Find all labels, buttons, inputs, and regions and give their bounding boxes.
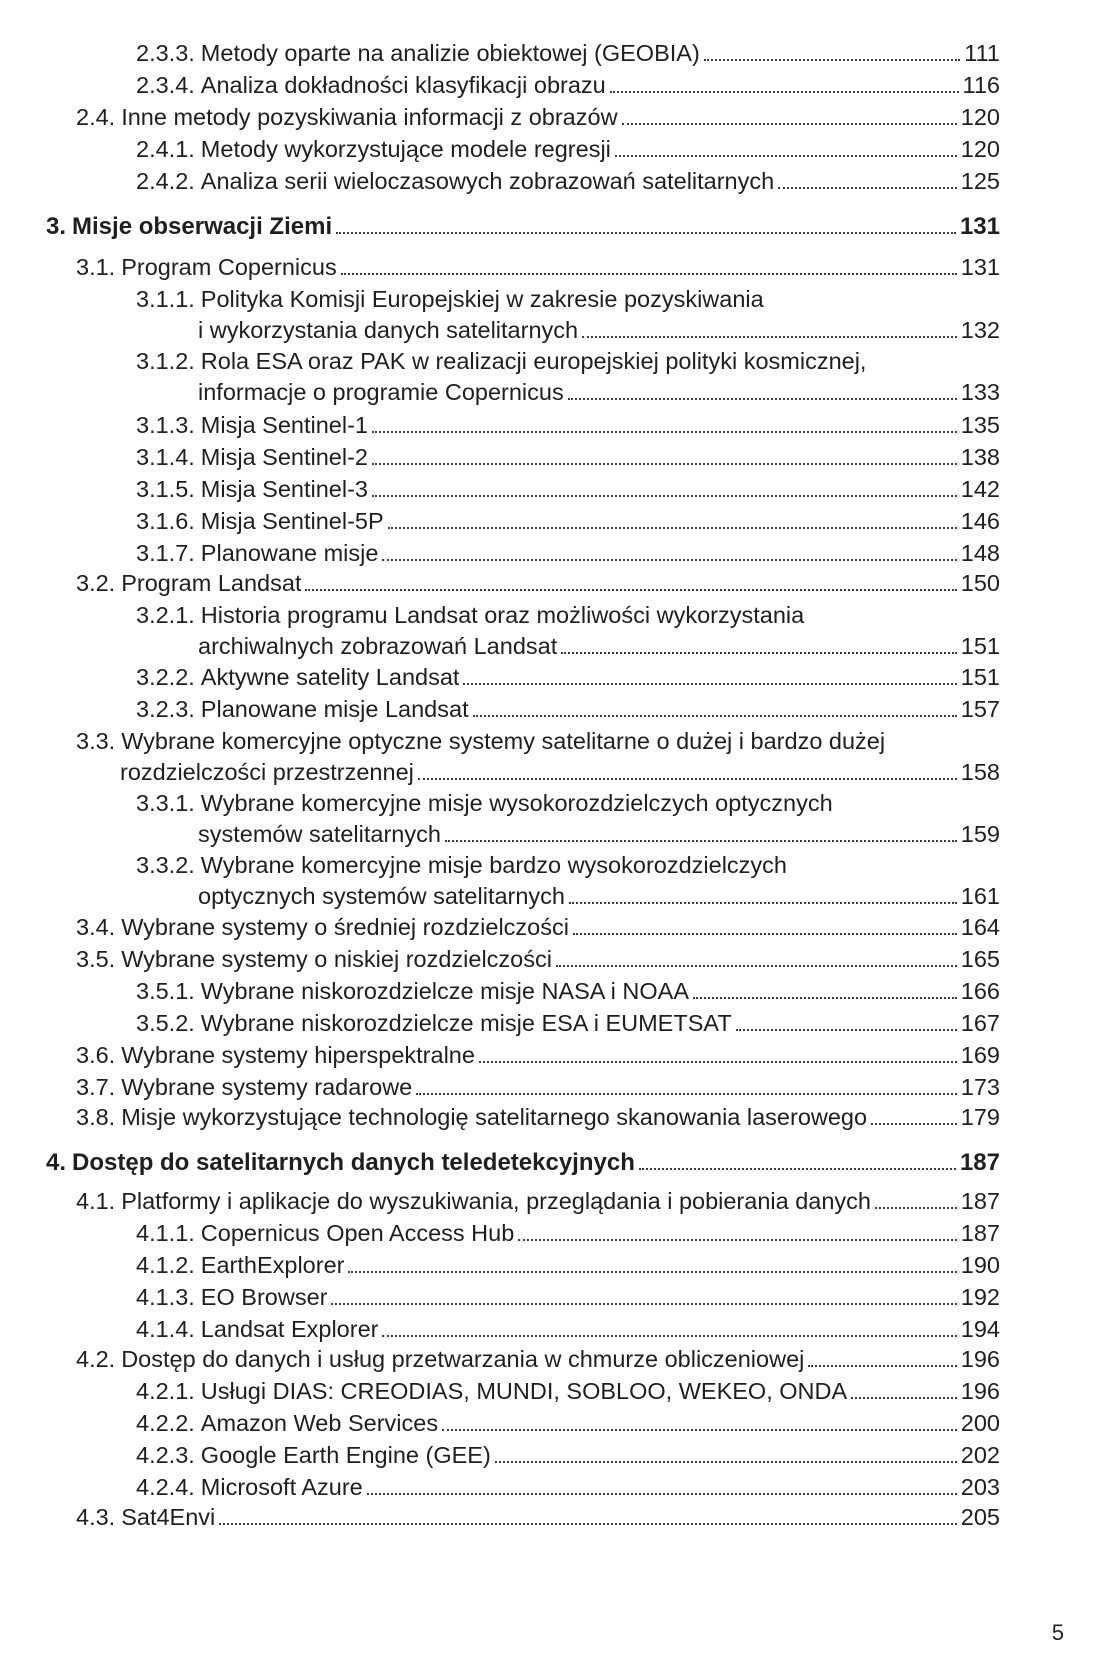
toc-entry-title: Dostęp do satelitarnych danych teledetekcyjnych	[72, 1149, 635, 1176]
dot-leader	[610, 91, 959, 93]
dot-leader	[372, 495, 957, 497]
toc-entry-number: 3.5.1.	[136, 978, 195, 1004]
toc-entry-title: Misja Sentinel-3	[200, 476, 368, 502]
toc-entry[interactable]	[136, 38, 1000, 68]
toc-entry-number: 3.2.3.	[136, 696, 195, 722]
toc-entry-number: 4.	[46, 1149, 67, 1176]
toc-entry-page: 157	[960, 696, 1000, 722]
dot-leader	[416, 1093, 957, 1095]
toc-entry-page: 138	[960, 444, 1000, 470]
toc-entry[interactable]	[76, 1102, 1000, 1132]
toc-entry-title: Wybrane niskorozdzielcze misje ESA i EUMETSAT	[200, 1010, 732, 1036]
page-number: 5	[1051, 1620, 1064, 1645]
toc-entry-title: Misje obserwacji Ziemi	[72, 213, 333, 240]
toc-entry-number: 3.1.7.	[136, 540, 195, 566]
dot-leader	[331, 1303, 956, 1305]
toc-entry[interactable]	[76, 726, 885, 756]
dot-leader	[463, 683, 956, 685]
toc-entry-page: 164	[960, 914, 1000, 940]
toc-entry-title: Planowane misje Landsat	[200, 696, 469, 722]
toc-entry-title: Sat4Envi	[121, 1504, 216, 1530]
toc-entry-title: rozdzielczości przestrzennej	[120, 759, 414, 785]
dot-leader	[388, 527, 957, 529]
toc-entry-title: Wybrane systemy hiperspektralne	[121, 1042, 475, 1068]
toc-entry-number: 4.2.2.	[136, 1410, 195, 1436]
dot-leader	[582, 336, 957, 338]
toc-entry[interactable]	[136, 166, 1000, 196]
toc-entry[interactable]	[136, 1408, 1000, 1438]
toc-entry[interactable]	[136, 1314, 1000, 1344]
toc-entry-title: Wybrane niskorozdzielcze misje NASA i NOAA	[200, 978, 690, 1004]
toc-entry-number: 4.1.2.	[136, 1252, 195, 1278]
dot-leader	[704, 59, 960, 61]
toc-entry-page: 169	[960, 1042, 1000, 1068]
toc-entry-page: 173	[960, 1074, 1000, 1100]
toc-entry-number: 2.3.3.	[136, 40, 195, 66]
toc-entry-number: 3.5.2.	[136, 1010, 195, 1036]
dot-leader	[871, 1123, 957, 1125]
toc-entry-title: Wybrane komercyjne misje wysokorozdzielczych optycznych	[200, 790, 833, 816]
toc-entry-title: Wybrane systemy o niskiej rozdzielczości	[121, 946, 552, 972]
toc-entry-title: Google Earth Engine (GEE)	[200, 1442, 491, 1468]
toc-entry-title: Landsat Explorer	[200, 1316, 379, 1342]
toc-entry-page: 131	[960, 254, 1000, 280]
dot-leader	[367, 1493, 957, 1495]
toc-entry-page: 179	[960, 1104, 1000, 1130]
toc-entry-title: systemów satelitarnych	[198, 821, 441, 847]
toc-entry-continuation[interactable]	[198, 631, 1000, 661]
toc-entry-page: 205	[960, 1504, 1000, 1530]
toc-entry[interactable]	[136, 1376, 1000, 1406]
toc-entry-page: 111	[964, 40, 1000, 66]
toc-entry-title: Misje wykorzystujące technologię satelitarnego skanowania laserowego	[121, 1104, 868, 1130]
toc-entry-title: Planowane misje	[200, 540, 379, 566]
dot-leader	[445, 840, 957, 842]
toc-entry[interactable]	[76, 912, 1000, 942]
toc-entry-continuation[interactable]	[120, 757, 1000, 787]
dot-leader	[875, 1207, 957, 1209]
toc-entry-number: 3.1.5.	[136, 476, 195, 502]
toc-entry-number: 4.2.1.	[136, 1378, 195, 1404]
toc-entry-title: Inne metody pozyskiwania informacji z obrazów	[121, 104, 618, 130]
toc-entry-title: Analiza serii wieloczasowych zobrazowań satelitarnych	[200, 168, 775, 194]
toc-entry-number: 3.2.2.	[136, 664, 195, 690]
toc-entry-number: 4.2.4.	[136, 1474, 195, 1500]
dot-leader	[736, 1029, 957, 1031]
toc-entry[interactable]	[76, 1502, 1000, 1532]
toc-entry-title: Platformy i aplikacje do wyszukiwania, przeglądania i pobierania danych	[121, 1188, 871, 1214]
toc-entry-page: 158	[960, 759, 1000, 785]
toc-entry-title: Usługi DIAS: CREODIAS, MUNDI, SOBLOO, WEKEO, ONDA	[200, 1378, 848, 1404]
toc-entry-number: 2.4.1.	[136, 136, 195, 162]
dot-leader	[778, 187, 957, 189]
dot-leader	[556, 965, 957, 967]
toc-entry-page: 131	[959, 213, 1000, 240]
toc-entry-page: 190	[960, 1252, 1000, 1278]
toc-entry-page: 203	[960, 1474, 1000, 1500]
toc-entry[interactable]	[136, 1282, 1000, 1312]
toc-entry[interactable]	[76, 252, 1000, 282]
toc-entry[interactable]	[136, 70, 1000, 100]
toc-entry[interactable]	[136, 442, 1000, 472]
toc-entry-title: Misja Sentinel-1	[200, 412, 368, 438]
toc-entry-number: 4.1.4.	[136, 1316, 195, 1342]
dot-leader	[568, 398, 957, 400]
dot-leader	[693, 997, 957, 999]
dot-leader	[219, 1523, 957, 1525]
toc-entry-page: 192	[960, 1284, 1000, 1310]
toc-entry-number: 4.1.	[76, 1188, 116, 1214]
toc-entry-title: Misja Sentinel-5P	[200, 508, 384, 534]
toc-entry-number: 3.1.2.	[136, 348, 195, 374]
toc-entry[interactable]	[136, 506, 1000, 536]
dot-leader	[569, 902, 957, 904]
toc-entry-title: Metody oparte na analizie obiektowej (GEOBIA)	[200, 40, 700, 66]
toc-entry-page: 120	[960, 136, 1000, 162]
dot-leader	[851, 1397, 957, 1399]
toc-entry-title: Rola ESA oraz PAK w realizacji europejskiej polityki kosmicznej,	[200, 348, 867, 374]
toc-entry-page: 120	[960, 104, 1000, 130]
toc-entry-page: 159	[960, 821, 1000, 847]
toc-entry[interactable]	[136, 662, 1000, 692]
toc-entry-number: 3.3.2.	[136, 852, 195, 878]
toc-entry-number: 3.7.	[76, 1074, 116, 1100]
toc-entry-title: Amazon Web Services	[200, 1410, 439, 1436]
toc-entry-page: 161	[960, 883, 1000, 909]
toc-entry-number: 2.4.	[76, 104, 116, 130]
toc-entry[interactable]	[136, 346, 866, 376]
toc-entry-title: Wybrane systemy o średniej rozdzielczości	[121, 914, 569, 940]
toc-entry-page: 125	[960, 168, 1000, 194]
toc-entry-page: 202	[960, 1442, 1000, 1468]
toc-entry[interactable]	[76, 1040, 1000, 1070]
toc-entry-page: 132	[960, 317, 1000, 343]
toc-entry[interactable]	[136, 1250, 1000, 1280]
toc-entry-title: Wybrane systemy radarowe	[121, 1074, 413, 1100]
dot-leader	[495, 1461, 957, 1463]
toc-chapter[interactable]	[46, 212, 1000, 242]
toc-entry-page: 151	[960, 633, 1000, 659]
toc-entry-page: 146	[960, 508, 1000, 534]
toc-entry[interactable]	[136, 284, 764, 314]
dot-leader	[336, 232, 956, 234]
toc-entry-page: 187	[960, 1188, 1000, 1214]
toc-entry[interactable]	[136, 600, 804, 630]
toc-entry-number: 4.2.3.	[136, 1442, 195, 1468]
toc-entry-continuation[interactable]	[198, 819, 1000, 849]
toc-entry-title: informacje o programie Copernicus	[198, 379, 564, 405]
dot-leader	[382, 559, 956, 561]
toc-entry-page: 187	[959, 1149, 1000, 1176]
toc-entry-title: Historia programu Landsat oraz możliwości wykorzystania	[200, 602, 805, 628]
toc-entry-number: 3.3.1.	[136, 790, 195, 816]
dot-leader	[341, 273, 957, 275]
toc-entry-title: EarthExplorer	[200, 1252, 345, 1278]
toc-entry-number: 3.1.3.	[136, 412, 195, 438]
dot-leader	[622, 123, 957, 125]
toc-entry[interactable]	[136, 538, 1000, 568]
toc-entry-number: 2.3.4.	[136, 72, 195, 98]
toc-chapter[interactable]	[46, 1148, 1000, 1178]
toc-entry-title: Program Copernicus	[121, 254, 337, 280]
toc-entry-page: 135	[960, 412, 1000, 438]
toc-entry-page: 133	[960, 379, 1000, 405]
toc-entry-page: 187	[960, 1220, 1000, 1246]
toc-entry-title: Copernicus Open Access Hub	[200, 1220, 515, 1246]
toc-entry-title: archiwalnych zobrazowań Landsat	[198, 633, 558, 659]
toc-entry-title: Wybrane komercyjne misje bardzo wysokorozdzielczych	[200, 852, 787, 878]
toc-entry[interactable]	[76, 1186, 1000, 1216]
dot-leader	[442, 1429, 957, 1431]
toc-entry-number: 2.4.2.	[136, 168, 195, 194]
toc-entry-page: 194	[960, 1316, 1000, 1342]
toc-entry-title: optycznych systemów satelitarnych	[198, 883, 566, 909]
toc-entry-number: 3.2.1.	[136, 602, 195, 628]
toc-entry-number: 3.3.	[76, 728, 116, 754]
toc-entry[interactable]	[76, 944, 1000, 974]
toc-entry-title: Wybrane komercyjne optyczne systemy satelitarne o dużej i bardzo dużej	[121, 728, 886, 754]
toc-entry[interactable]	[76, 1072, 1000, 1102]
toc-entry-title: Polityka Komisji Europejskiej w zakresie pozyskiwania	[200, 286, 764, 312]
toc-entry[interactable]	[136, 410, 1000, 440]
toc-entry-page: 116	[962, 72, 1000, 98]
toc-entry-page: 151	[960, 664, 1000, 690]
toc-entry-title: EO Browser	[200, 1284, 328, 1310]
toc-entry-page: 200	[960, 1410, 1000, 1436]
toc-entry-number: 3.2.	[76, 570, 116, 596]
dot-leader	[808, 1365, 956, 1367]
toc-entry-page: 166	[960, 978, 1000, 1004]
toc-entry-title: Metody wykorzystujące modele regresji	[200, 136, 611, 162]
toc-entry[interactable]	[136, 134, 1000, 164]
toc-entry-number: 3.1.1.	[136, 286, 195, 312]
toc-entry[interactable]	[136, 1008, 1000, 1038]
toc-entry-number: 3.8.	[76, 1104, 116, 1130]
toc-entry-number: 4.3.	[76, 1504, 116, 1530]
dot-leader	[348, 1271, 956, 1273]
toc-entry-continuation[interactable]	[198, 377, 1000, 407]
toc-entry-page: 196	[960, 1378, 1000, 1404]
dot-leader	[615, 155, 957, 157]
toc-entry-number: 3.	[46, 213, 67, 240]
toc-entry-page: 165	[960, 946, 1000, 972]
toc-entry[interactable]	[136, 694, 1000, 724]
dot-leader	[639, 1168, 956, 1170]
toc-entry-title: Aktywne satelity Landsat	[200, 664, 460, 690]
dot-leader	[561, 652, 957, 654]
toc-entry-number: 4.2.	[76, 1346, 116, 1372]
toc-entry-page: 196	[960, 1346, 1000, 1372]
toc-entry[interactable]	[76, 568, 1000, 598]
dot-leader	[372, 431, 957, 433]
dot-leader	[418, 778, 957, 780]
toc-entry-number: 3.6.	[76, 1042, 116, 1068]
toc-entry[interactable]	[136, 474, 1000, 504]
toc-entry-continuation[interactable]	[198, 315, 1000, 345]
dot-leader	[479, 1061, 957, 1063]
toc-entry-number: 4.1.3.	[136, 1284, 195, 1310]
toc-entry-title: Microsoft Azure	[200, 1474, 363, 1500]
toc-entry-title: Analiza dokładności klasyfikacji obrazu	[200, 72, 606, 98]
toc-entry[interactable]	[76, 102, 1000, 132]
toc-entry-title: Dostęp do danych i usług przetwarzania w chmurze obliczeniowej	[121, 1346, 805, 1372]
toc-entry[interactable]	[136, 1440, 1000, 1470]
toc-entry[interactable]	[136, 976, 1000, 1006]
dot-leader	[382, 1335, 956, 1337]
dot-leader	[518, 1239, 956, 1241]
toc-entry-title: Program Landsat	[121, 570, 302, 596]
toc-entry-continuation[interactable]	[198, 881, 1000, 911]
toc-entry-title: Misja Sentinel-2	[200, 444, 368, 470]
toc-entry-number: 3.1.6.	[136, 508, 195, 534]
toc-entry-number: 3.1.	[76, 254, 116, 280]
dot-leader	[573, 933, 957, 935]
dot-leader	[305, 589, 956, 591]
toc-entry-title: i wykorzystania danych satelitarnych	[198, 317, 579, 343]
toc-entry[interactable]	[136, 1472, 1000, 1502]
toc-entry-number: 3.1.4.	[136, 444, 195, 470]
toc-entry-page: 150	[960, 570, 1000, 596]
toc-entry[interactable]	[76, 1344, 1000, 1374]
toc-entry[interactable]	[136, 788, 833, 818]
toc-entry-number: 4.1.1.	[136, 1220, 195, 1246]
toc-entry-page: 142	[960, 476, 1000, 502]
toc-entry-page: 167	[960, 1010, 1000, 1036]
dot-leader	[473, 715, 957, 717]
toc-entry-number: 3.4.	[76, 914, 116, 940]
dot-leader	[372, 463, 957, 465]
toc-entry[interactable]	[136, 1218, 1000, 1248]
toc-entry-page: 148	[960, 540, 1000, 566]
toc-entry-number: 3.5.	[76, 946, 116, 972]
toc-entry[interactable]	[136, 850, 787, 880]
